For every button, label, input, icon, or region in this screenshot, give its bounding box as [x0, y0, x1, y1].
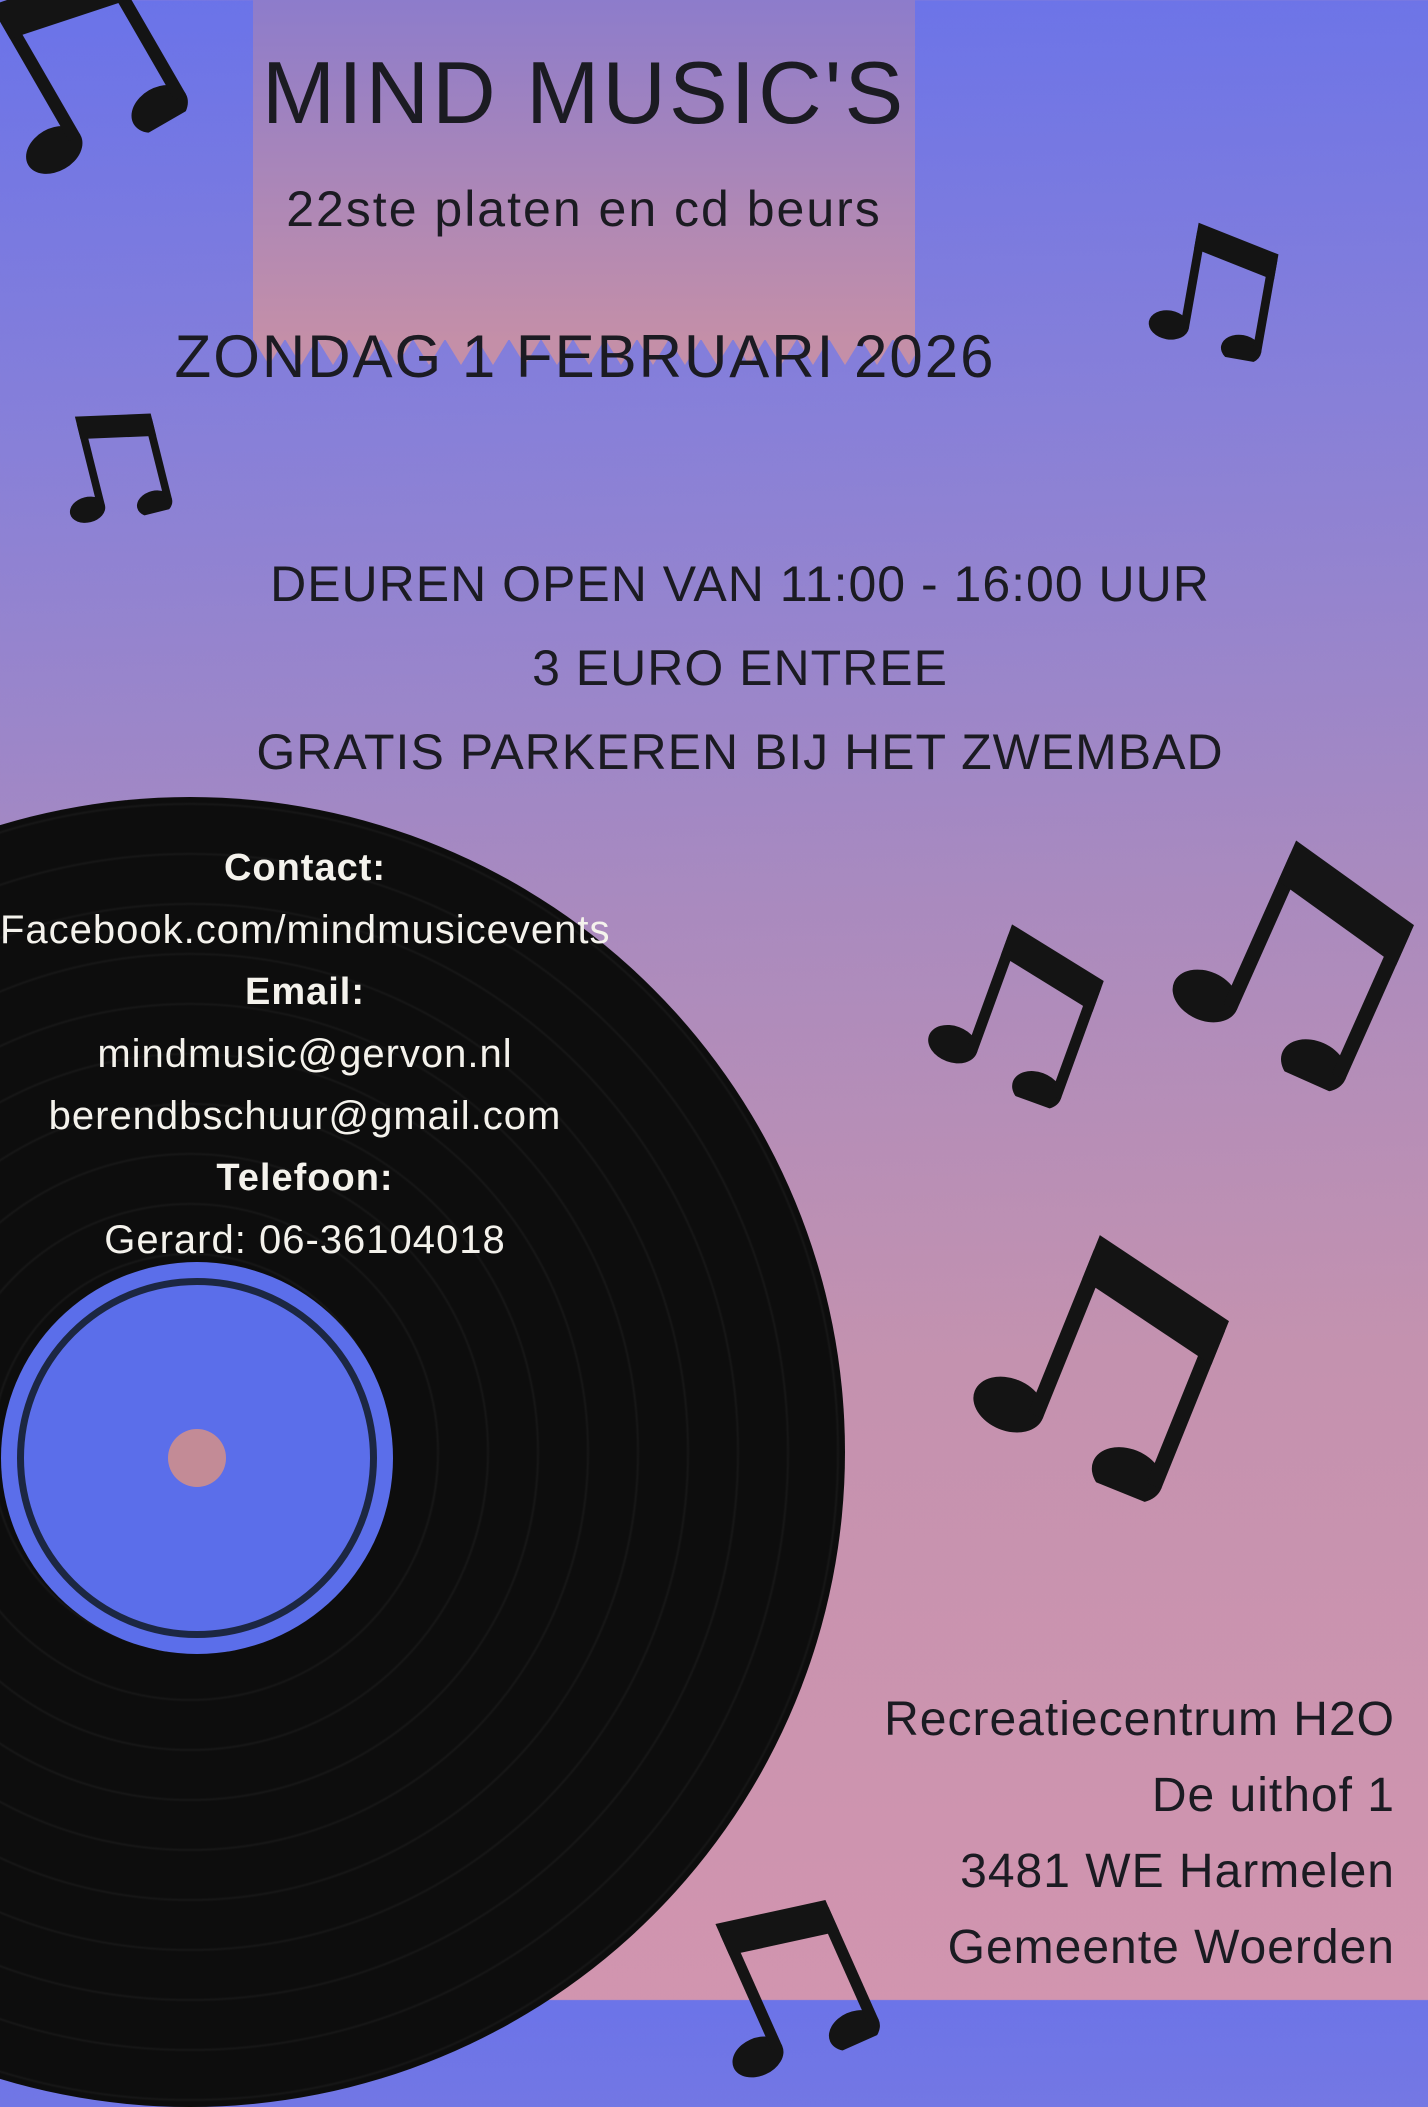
poster-title: MIND MUSIC'S: [261, 43, 907, 142]
eighth-notes-icon: [909, 886, 1142, 1119]
eighth-notes-icon: [658, 1848, 909, 2099]
vinyl-record-label: [1, 1262, 393, 1654]
contact-email-label: Email:: [244, 971, 366, 1013]
venue-street: De uithof 1: [1151, 1769, 1395, 1822]
info-line-parking: GRATIS PARKEREN BIJ HET ZWEMBAD: [256, 724, 1224, 780]
eighth-notes-icon: [36, 379, 191, 534]
venue-name: Recreatiecentrum H2O: [884, 1693, 1395, 1746]
header-banner: [253, 0, 915, 340]
date-heading: ZONDAG 1 FEBRUARI 2026: [174, 323, 996, 390]
contact-label: Contact:: [223, 847, 387, 889]
contact-facebook: Facebook.com/mindmusicevents: [0, 908, 611, 952]
venue-postal-city: 3481 WE Harmelen: [960, 1845, 1395, 1898]
venue-municipality: Gemeente Woerden: [947, 1921, 1395, 1974]
contact-email-secondary: berendbschuur@gmail.com: [48, 1094, 562, 1138]
info-line-hours: DEUREN OPEN VAN 11:00 - 16:00 UUR: [270, 556, 1210, 612]
contact-email-primary: mindmusic@gervon.nl: [97, 1032, 513, 1076]
venue-address-block: [884, 1682, 1395, 1986]
eighth-notes-icon: [945, 1178, 1286, 1519]
eighth-notes-icon: [0, 0, 219, 199]
info-line-entry-fee: 3 EURO ENTREE: [532, 640, 948, 696]
contact-phone-number: Gerard: 06-36104018: [104, 1218, 506, 1262]
record-center-hole: [168, 1429, 226, 1487]
contact-phone-label: Telefoon:: [216, 1157, 394, 1199]
contact-block: [0, 837, 610, 1271]
eighth-notes-icon: [1146, 786, 1428, 1109]
event-info-block: [52, 542, 1428, 794]
poster-subtitle: 22ste platen en cd beurs: [286, 181, 882, 237]
